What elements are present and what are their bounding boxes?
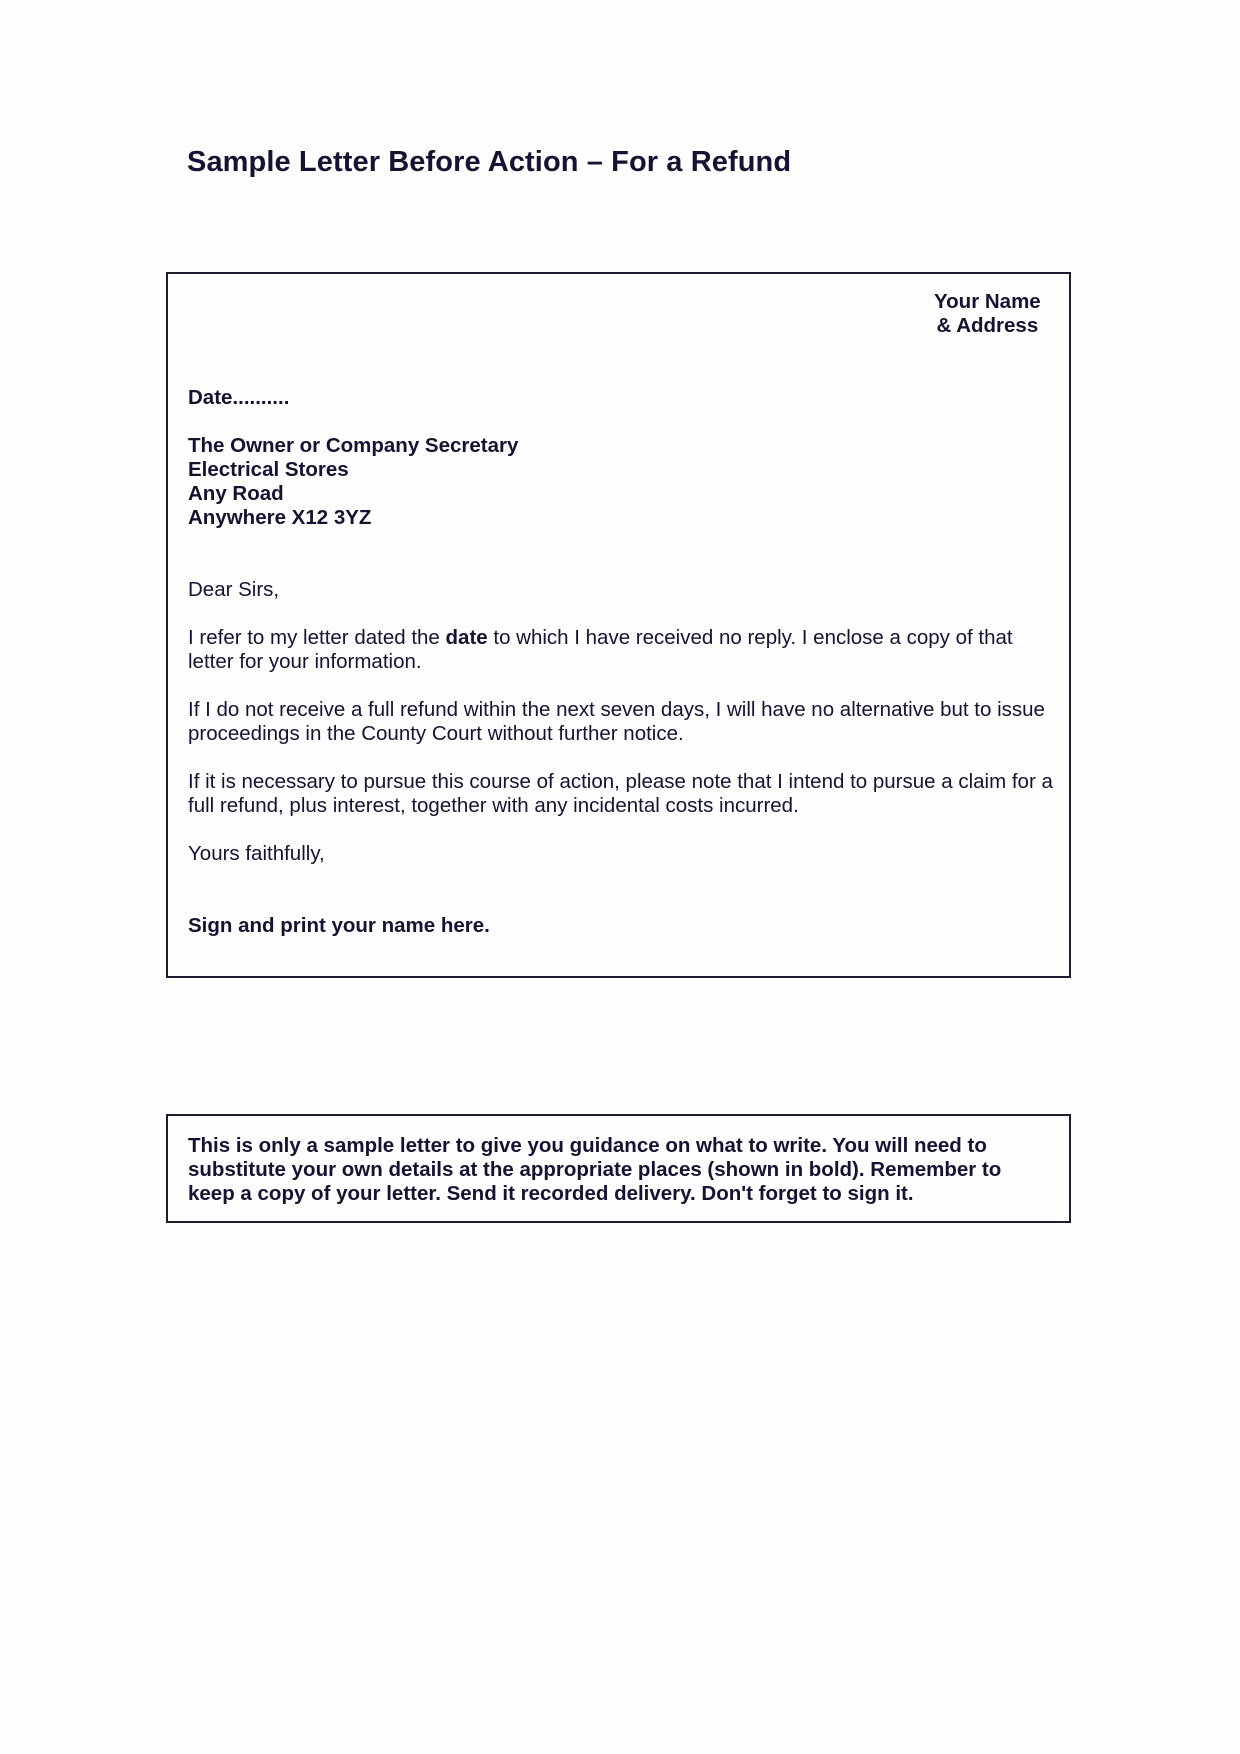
recipient-line: The Owner or Company Secretary	[188, 434, 519, 457]
sender-address	[934, 290, 1041, 338]
guidance-note-box	[166, 1114, 1071, 1223]
letter-box	[166, 272, 1071, 978]
document-title: Sample Letter Before Action – For a Refund	[187, 146, 792, 178]
sender-line: Your Name	[934, 290, 1041, 313]
recipient-line: Electrical Stores	[188, 458, 349, 481]
recipient-line: Anywhere X12 3YZ	[188, 506, 372, 529]
paragraph-1	[188, 626, 1058, 674]
paragraph-1-bold: date	[445, 626, 488, 649]
paragraph-2: If I do not receive a full refund within the next seven days, I will have no alternative but to issue proceedings in the County Court without further notice.	[188, 698, 1045, 745]
recipient-line: Any Road	[188, 482, 284, 505]
paragraph-1-end: to which I have received no reply. I enclose a copy of that letter for your information.	[188, 626, 1013, 673]
sender-line: & Address	[936, 314, 1039, 337]
closing: Yours faithfully,	[188, 842, 325, 865]
signature-line: Sign and print your name here.	[188, 914, 490, 937]
salutation: Dear Sirs,	[188, 578, 280, 601]
letter-date: Date..........	[188, 386, 290, 409]
paragraph-3: If it is necessary to pursue this course of action, please note that I intend to pursue a claim for a full refund, plus interest, together with any incidental costs incurred.	[188, 770, 1053, 817]
guidance-note: This is only a sample letter to give you guidance on what to write. You will need to substitute your own details at the appropriate places (shown in bold). Remember to keep a copy of your letter. Send it recorded delivery. Don't forget to sign it.	[188, 1134, 1002, 1205]
paragraph-1-start: I refer to my letter dated the	[188, 626, 446, 649]
recipient-address	[188, 434, 518, 530]
